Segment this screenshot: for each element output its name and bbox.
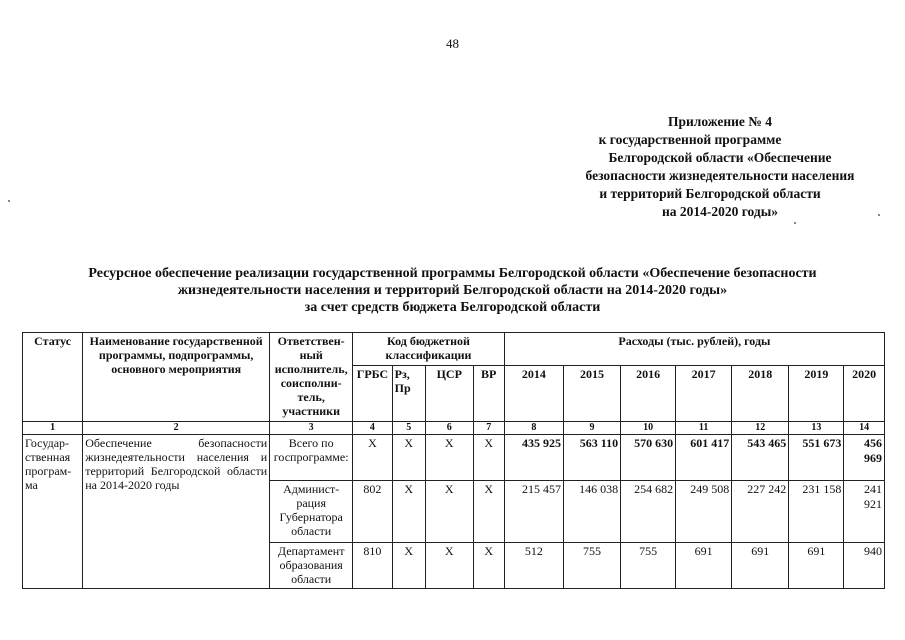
value-cell: 241 921: [844, 481, 885, 543]
code-cell: Х: [473, 435, 504, 481]
appendix-line: безопасности жизнедеятельности населения: [585, 168, 855, 183]
code-cell: Х: [392, 543, 425, 589]
value-cell: 755: [563, 543, 620, 589]
code-cell: Х: [392, 481, 425, 543]
header-rzpr: Рз, Пр: [392, 366, 425, 422]
header-year: 2014: [504, 366, 563, 422]
header-responsible: Ответствен-ный исполнитель, соисполни-тель, участники: [270, 333, 353, 422]
header-status: Статус: [23, 333, 83, 422]
responsible-cell: Админист-рация Губернатора области: [270, 481, 353, 543]
appendix-line: Белгородской области «Обеспечение: [608, 150, 832, 165]
appendix-line: на 2014-2020 годы»: [661, 204, 779, 219]
code-cell: Х: [473, 481, 504, 543]
code-cell: Х: [425, 481, 473, 543]
column-number: 10: [621, 422, 676, 435]
value-cell: 456 969: [844, 435, 885, 481]
column-number: 12: [732, 422, 789, 435]
scan-speck: [8, 200, 10, 202]
appendix-line: Приложение № 4: [668, 114, 772, 129]
header-csr: ЦСР: [425, 366, 473, 422]
value-cell: 435 925: [504, 435, 563, 481]
column-number: 3: [270, 422, 353, 435]
status-cell: Государ-ственная програм-ма: [23, 435, 83, 589]
resource-table: [22, 332, 885, 589]
code-cell: Х: [425, 435, 473, 481]
header-year: 2018: [732, 366, 789, 422]
appendix-header: [560, 113, 880, 221]
value-cell: 940: [844, 543, 885, 589]
value-cell: 146 038: [563, 481, 620, 543]
document-title: [20, 265, 885, 316]
column-number: 11: [676, 422, 732, 435]
page-number: 48: [446, 36, 459, 51]
value-cell: 512: [504, 543, 563, 589]
value-cell: 755: [621, 543, 676, 589]
appendix-line: к государственной программе: [598, 132, 782, 147]
header-year: 2019: [789, 366, 844, 422]
header-vr: ВР: [473, 366, 504, 422]
value-cell: 563 110: [563, 435, 620, 481]
header-name: Наименование государственной программы, подпрограммы, основного мероприятия: [83, 333, 270, 422]
value-cell: 691: [676, 543, 732, 589]
value-cell: 551 673: [789, 435, 844, 481]
value-cell: 691: [789, 543, 844, 589]
title-line: жизнедеятельности населения и территорий Белгородской области на 2014-2020 годы»: [177, 283, 728, 298]
column-number: 2: [83, 422, 270, 435]
value-cell: 227 242: [732, 481, 789, 543]
column-number: 1: [23, 422, 83, 435]
header-grbs: ГРБС: [353, 366, 392, 422]
column-number: 7: [473, 422, 504, 435]
column-number: 6: [425, 422, 473, 435]
title-line: Ресурсное обеспечение реализации государственной программы Белгородской области «Обеспечение безопасности: [88, 266, 817, 281]
value-cell: 249 508: [676, 481, 732, 543]
value-cell: 231 158: [789, 481, 844, 543]
appendix-line: и территорий Белгородской области: [599, 186, 821, 201]
column-number-row: [23, 422, 885, 435]
code-cell: Х: [425, 543, 473, 589]
header-year: 2016: [621, 366, 676, 422]
responsible-cell: Всего по госпрограмме:: [270, 435, 353, 481]
value-cell: 543 465: [732, 435, 789, 481]
header-expenses: Расходы (тыс. рублей), годы: [504, 333, 884, 366]
value-cell: 570 630: [621, 435, 676, 481]
header-year: 2017: [676, 366, 732, 422]
title-line: за счет средств бюджета Белгородской области: [304, 300, 601, 315]
code-cell: 810: [353, 543, 392, 589]
value-cell: 254 682: [621, 481, 676, 543]
header-year: 2015: [563, 366, 620, 422]
code-cell: 802: [353, 481, 392, 543]
value-cell: 691: [732, 543, 789, 589]
scan-speck: [794, 222, 796, 224]
responsible-cell: Департамент образования области: [270, 543, 353, 589]
table-row: [23, 435, 885, 481]
column-number: 13: [789, 422, 844, 435]
column-number: 8: [504, 422, 563, 435]
value-cell: 215 457: [504, 481, 563, 543]
scan-speck: [878, 214, 880, 216]
header-row-1: [23, 333, 885, 366]
column-number: 4: [353, 422, 392, 435]
program-name-cell: Обеспечение безопасности жизнедеятельности населения и территорий Белгородской области на 2014-2020 годы: [83, 435, 270, 589]
column-number: 9: [563, 422, 620, 435]
value-cell: 601 417: [676, 435, 732, 481]
code-cell: Х: [392, 435, 425, 481]
code-cell: Х: [353, 435, 392, 481]
header-budget-code: Код бюджетной классификации: [353, 333, 505, 366]
column-number: 5: [392, 422, 425, 435]
header-year: 2020: [844, 366, 885, 422]
code-cell: Х: [473, 543, 504, 589]
column-number: 14: [844, 422, 885, 435]
